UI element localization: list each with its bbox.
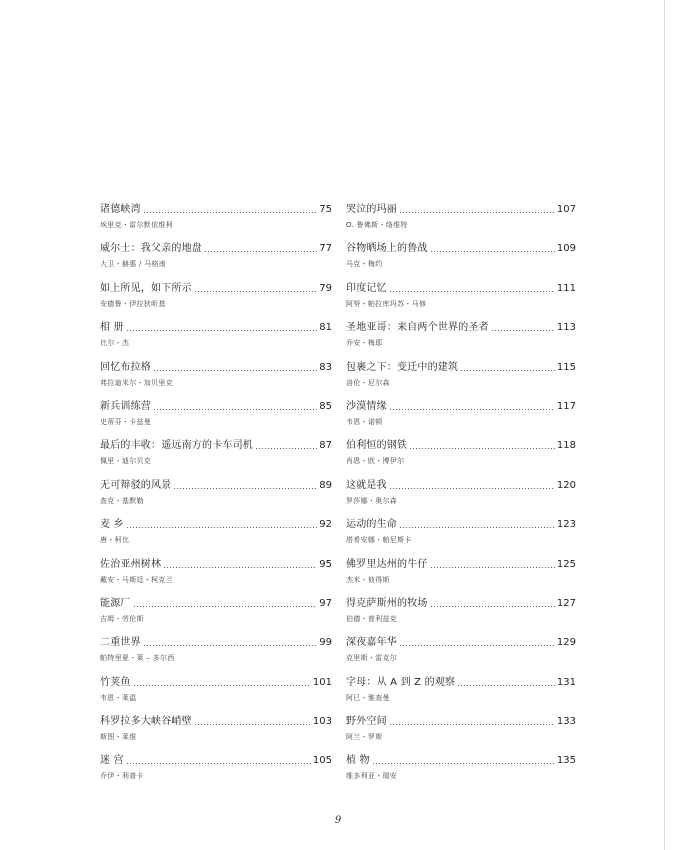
toc-entry-title: 沙漠情缘: [346, 400, 387, 412]
toc-entry: [346, 396, 576, 435]
toc-entry-line: [346, 238, 576, 255]
toc-entry-author: 伯德・普利兹克: [346, 614, 398, 623]
toc-entry-author: 安德鲁・伊拉狄昕基: [100, 299, 166, 308]
dot-leader: [255, 448, 317, 449]
toc-entry-line: [100, 396, 332, 413]
dot-leader: [389, 724, 555, 725]
toc-entry: [100, 357, 332, 396]
toc-entry-author: 帕特里夏・莱 – 多尔西: [100, 654, 175, 663]
toc-entry-page-number: 83: [319, 361, 332, 373]
dot-leader: [133, 685, 311, 686]
dot-leader: [430, 606, 555, 607]
toc-entry-title: 字母：从 A 到 Z 的观察: [346, 676, 456, 688]
toc-column-left: [100, 199, 332, 790]
toc-entry: [100, 593, 332, 632]
toc-entry-line: [346, 475, 576, 492]
toc-entry: [346, 750, 576, 789]
toc-entry-line: [100, 514, 332, 531]
toc-entry-page-number: 109: [556, 243, 576, 255]
toc-entry-line: [100, 672, 332, 689]
toc-entry: [100, 711, 332, 750]
toc-entry-title: 麦 乡: [100, 519, 124, 531]
dot-leader: [163, 567, 317, 568]
toc-entry-line: [346, 435, 576, 452]
toc-entry-author: 查克・基默勒: [100, 496, 144, 505]
toc-entry-page-number: 77: [319, 243, 332, 255]
toc-entry-title: 佛罗里达州的牛仔: [346, 558, 428, 570]
dot-leader: [126, 330, 317, 331]
toc-entry-page-number: 85: [319, 400, 332, 412]
toc-entry: [346, 278, 576, 317]
toc-entry-line: [100, 632, 332, 649]
toc-entry-title: 包裹之下：变迁中的建筑: [346, 361, 459, 373]
toc-entry-author: 杰米・彼得斯: [346, 575, 390, 584]
toc-entry-line: [100, 238, 332, 255]
toc-entry-author: 韦恩・诺顿: [346, 417, 383, 426]
toc-entry-line: [100, 435, 332, 452]
toc-entry-page-number: 87: [319, 440, 332, 452]
dot-leader: [194, 291, 317, 292]
toc-entry-line: [100, 750, 332, 767]
table-of-contents: [0, 199, 676, 789]
toc-entry: [100, 750, 332, 789]
dot-leader: [399, 645, 555, 646]
toc-entry: [346, 475, 576, 514]
toc-entry: [100, 317, 332, 356]
dot-leader: [173, 488, 317, 489]
toc-entry-page-number: 89: [319, 479, 332, 491]
toc-entry-author: 肖恩・欧・博伊尔: [346, 457, 405, 466]
toc-entry-page-number: 135: [556, 755, 576, 767]
dot-leader: [126, 527, 317, 528]
dot-leader: [409, 448, 555, 449]
toc-entry-line: [100, 357, 332, 374]
dot-leader: [143, 645, 317, 646]
toc-entry-line: [100, 554, 332, 571]
toc-entry-author: 罗莎娜・奥尔森: [346, 496, 398, 505]
toc-entry-title: 二重世界: [100, 637, 141, 649]
toc-entry: [100, 435, 332, 474]
toc-entry-page-number: 117: [556, 400, 576, 412]
toc-entry-author: 阿兰・罗斯: [346, 733, 383, 742]
toc-entry-author: 克里斯・雷克尔: [346, 654, 398, 663]
toc-entry-title: 迷 宫: [100, 755, 124, 767]
toc-entry-title: 科罗拉多大峡谷峭壁: [100, 716, 192, 728]
toc-entry-line: [346, 750, 576, 767]
dot-leader: [399, 212, 555, 213]
toc-entry-page-number: 129: [556, 637, 576, 649]
dot-leader: [153, 370, 317, 371]
toc-entry-page-number: 125: [556, 558, 576, 570]
toc-entry-author: 吉姆・劳伦斯: [100, 614, 144, 623]
toc-entry-page-number: 123: [556, 519, 576, 531]
toc-entry: [346, 357, 576, 396]
toc-entry-title: 运动的生命: [346, 519, 397, 531]
toc-entry-line: [346, 357, 576, 374]
toc-entry-page-number: 120: [556, 479, 576, 491]
toc-entry: [100, 672, 332, 711]
dot-leader: [126, 763, 311, 764]
toc-entry-title: 最后的丰收：遥远南方的卡车司机: [100, 440, 253, 452]
toc-entry: [346, 514, 576, 553]
toc-entry: [346, 632, 576, 671]
dot-leader: [430, 567, 555, 568]
toc-entry-author: 塔希安娜・帕尼斯卡: [346, 536, 412, 545]
toc-entry-page-number: 115: [556, 361, 576, 373]
toc-entry-line: [100, 593, 332, 610]
dot-leader: [457, 685, 555, 686]
toc-entry-title: 这就是我: [346, 479, 387, 491]
toc-entry: [100, 278, 332, 317]
toc-entry-page-number: 107: [556, 204, 576, 215]
toc-entry: [346, 593, 576, 632]
toc-entry: [100, 396, 332, 435]
toc-entry-page-number: 105: [312, 755, 332, 767]
toc-entry-author: 唐・柯比: [100, 536, 130, 545]
toc-entry-title: 相 册: [100, 322, 124, 334]
toc-entry-page-number: 111: [556, 282, 576, 294]
dot-leader: [399, 527, 555, 528]
toc-entry: [346, 554, 576, 593]
toc-entry-title: 如上所见，如下所示: [100, 282, 192, 294]
toc-entry-author: 马克・梅约: [346, 260, 383, 269]
dot-leader: [460, 370, 555, 371]
toc-entry-line: [346, 317, 576, 334]
toc-entry-author: O. 鲁佛斯・络维特: [346, 221, 408, 229]
toc-entry-author: 阿巳・雅查曼: [346, 693, 390, 702]
toc-entry-page-number: 79: [319, 282, 332, 294]
toc-entry-line: [346, 554, 576, 571]
toc-entry-page-number: 75: [319, 204, 332, 215]
toc-entry-title: 植 物: [346, 755, 370, 767]
toc-entry-page-number: 95: [319, 558, 332, 570]
toc-entry-line: [346, 593, 576, 610]
toc-entry: [100, 238, 332, 277]
toc-entry-page-number: 118: [556, 440, 576, 452]
toc-entry-page-number: 92: [319, 519, 332, 531]
toc-entry-title: 哭泣的玛丽: [346, 204, 397, 215]
toc-entry-page-number: 103: [312, 716, 332, 728]
toc-entry: [346, 672, 576, 711]
toc-entry-author: 斯图・莱维: [100, 733, 137, 742]
toc-entry-title: 无可辩驳的风景: [100, 479, 172, 491]
toc-entry-author: 佩里・迪尔贝克: [100, 457, 152, 466]
toc-entry: [346, 199, 576, 238]
toc-entry-line: [346, 514, 576, 531]
toc-entry-author: 韦恩・莱温: [100, 693, 137, 702]
toc-entry-line: [346, 672, 576, 689]
toc-entry-title: 印度记忆: [346, 282, 387, 294]
toc-entry-title: 圣地亚哥：来自两个世界的圣者: [346, 322, 489, 334]
toc-entry: [346, 317, 576, 356]
toc-entry-page-number: 81: [319, 322, 332, 334]
dot-leader: [430, 251, 555, 252]
dot-leader: [153, 409, 317, 410]
toc-entry-title: 得克萨斯州的牧场: [346, 597, 428, 609]
toc-entry: [100, 199, 332, 238]
dot-leader: [194, 724, 311, 725]
toc-entry-page-number: 133: [556, 716, 576, 728]
toc-entry-line: [346, 632, 576, 649]
toc-entry-author: 洛伦・尼尔森: [346, 378, 390, 387]
toc-entry-title: 回忆布拉格: [100, 361, 151, 373]
dot-leader: [372, 763, 555, 764]
toc-entry-title: 竹荚鱼: [100, 676, 131, 688]
toc-entry-author: 史蒂芬・卡兹曼: [100, 417, 152, 426]
toc-entry: [346, 238, 576, 277]
toc-entry-author: 弗拉迪米尔・加贝里克: [100, 378, 173, 387]
toc-entry-author: 维多利亚・瑞安: [346, 772, 398, 781]
dot-leader: [204, 251, 317, 252]
toc-entry-line: [100, 475, 332, 492]
toc-entry-title: 伯利恒的钢铁: [346, 440, 408, 452]
dot-leader: [389, 291, 555, 292]
toc-entry-line: [346, 278, 576, 295]
toc-entry-title: 深夜嘉年华: [346, 637, 397, 649]
toc-entry-line: [100, 711, 332, 728]
toc-entry-title: 诸德峡湾: [100, 204, 141, 215]
toc-entry-title: 威尔士：我父亲的地盘: [100, 243, 202, 255]
toc-entry-page-number: 97: [319, 597, 332, 609]
toc-entry: [100, 554, 332, 593]
toc-entry: [100, 632, 332, 671]
dot-leader: [133, 606, 318, 607]
toc-entry: [100, 514, 332, 553]
toc-entry: [100, 475, 332, 514]
toc-entry-page-number: 113: [556, 322, 576, 334]
toc-entry-title: 野外空间: [346, 716, 387, 728]
toc-entry-line: [346, 199, 576, 216]
toc-entry-line: [100, 199, 332, 216]
toc-entry-line: [346, 711, 576, 728]
toc-entry-author: 阿努・帕拉库玛苏・马修: [346, 299, 427, 308]
toc-entry-author: 乔安・梅耶: [346, 339, 383, 348]
toc-entry-page-number: 131: [556, 676, 576, 688]
toc-entry: [346, 711, 576, 750]
toc-entry-author: 戴安・马斯廷・柯克兰: [100, 575, 173, 584]
toc-entry-page-number: 99: [319, 637, 332, 649]
toc-entry-title: 新兵训练营: [100, 400, 151, 412]
toc-entry: [346, 435, 576, 474]
toc-entry-author: 埃里克・雷尔默依维柯: [100, 221, 173, 229]
toc-entry-line: [100, 278, 332, 295]
dot-leader: [491, 330, 555, 331]
toc-entry-author: 乔伊・利普卡: [100, 772, 144, 781]
toc-entry-page-number: 101: [312, 676, 332, 688]
toc-entry-title: 佐治亚州树林: [100, 558, 162, 570]
dot-leader: [389, 488, 555, 489]
toc-entry-title: 谷物晒场上的鲁战: [346, 243, 428, 255]
toc-entry-author: 比尔・杰: [100, 339, 130, 348]
dot-leader: [143, 212, 317, 213]
toc-entry-line: [100, 317, 332, 334]
toc-entry-line: [346, 396, 576, 413]
toc-entry-page-number: 127: [556, 597, 576, 609]
toc-column-right: [346, 199, 576, 790]
toc-entry-author: 大卫・赫惠 / 马格南: [100, 260, 167, 269]
dot-leader: [389, 409, 555, 410]
toc-entry-title: 能源厂: [100, 597, 131, 609]
page-number: 9: [334, 815, 342, 826]
